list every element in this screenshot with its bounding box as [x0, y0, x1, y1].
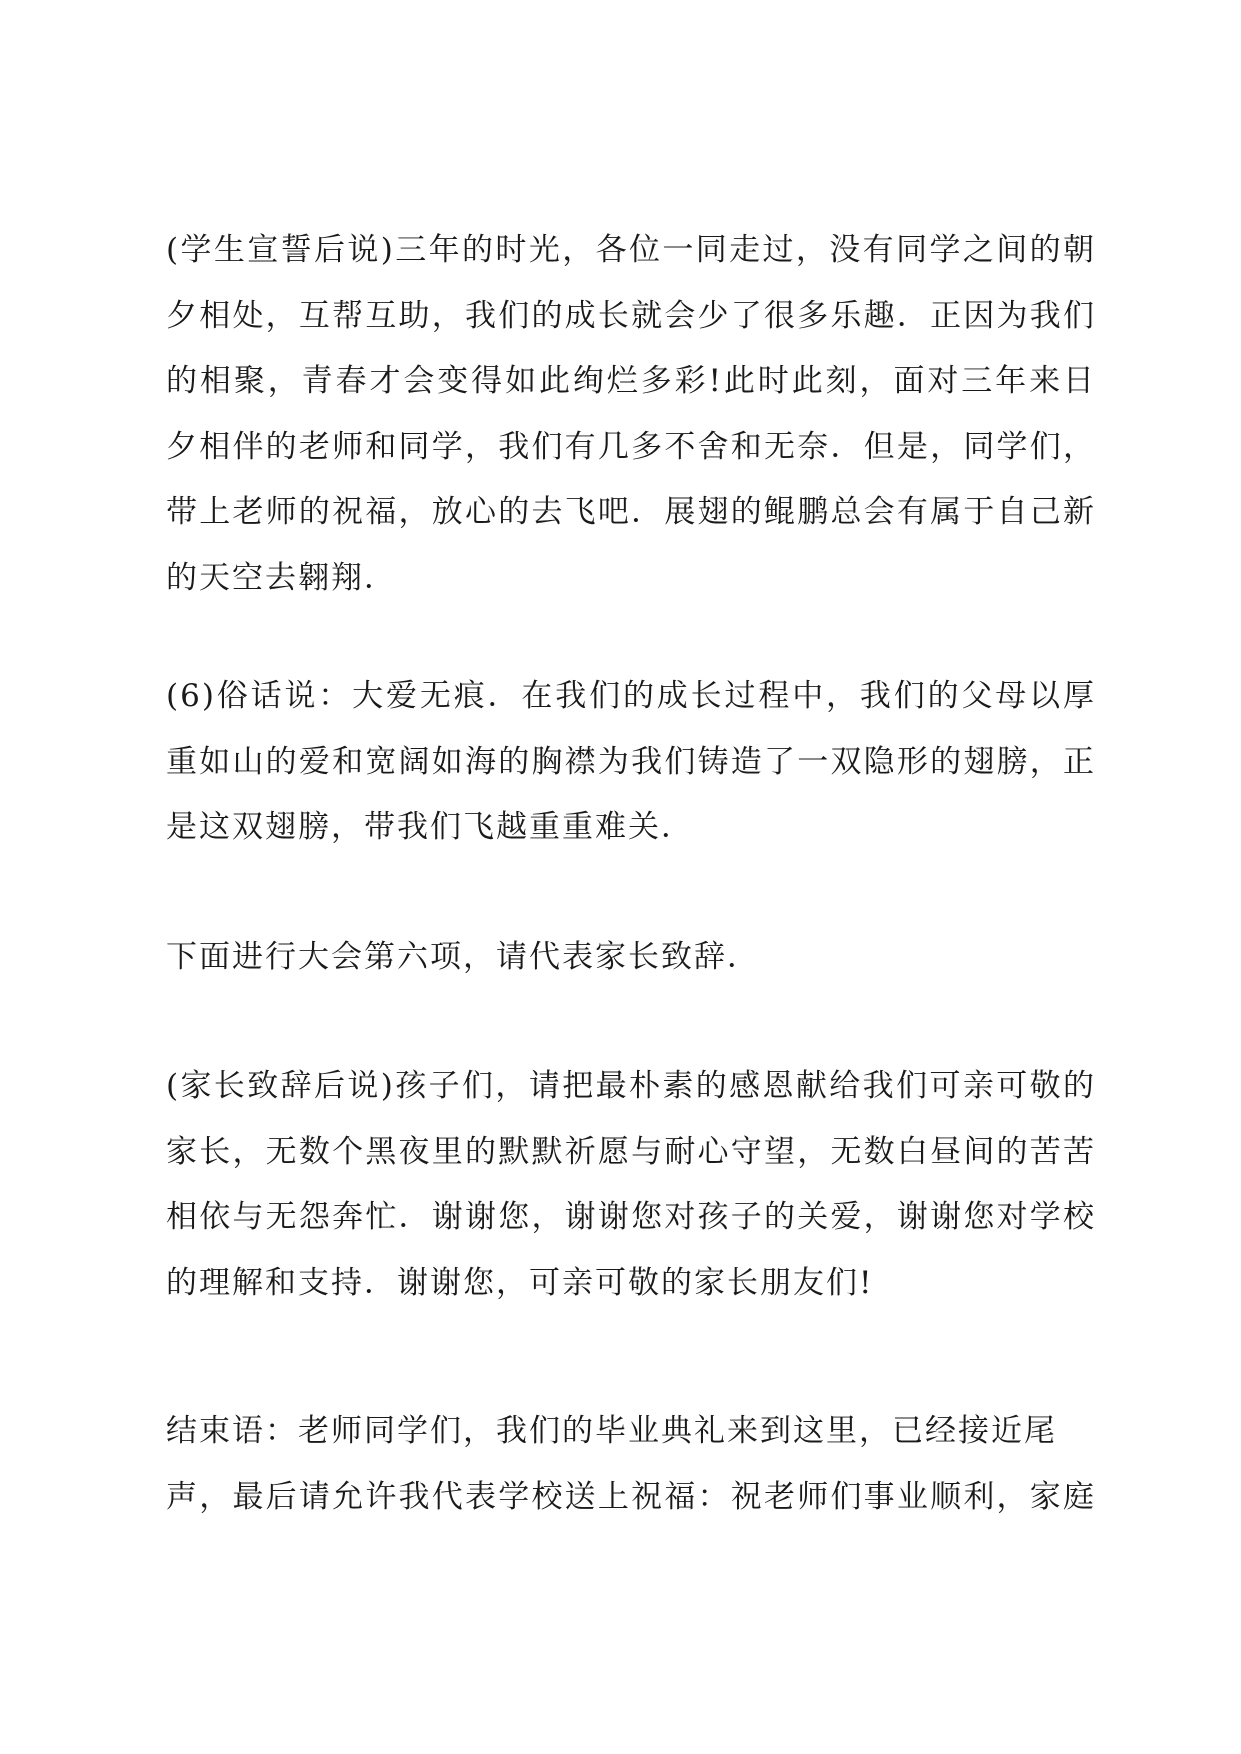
paragraph-closing-remarks [166, 1399, 1096, 1530]
paragraph-student-oath [166, 218, 1096, 611]
paragraph-proverb [166, 664, 1096, 861]
text-line: 下面进行大会第六项，请代表家长致辞． [166, 939, 760, 975]
text-line: (家长致辞后说)孩子们，请把最朴素的感恩献给我们可亲可敬的 [166, 1068, 1096, 1104]
text-line: 带上老师的祝福，放心的去飞吧．展翅的鲲鹏总会有属于自己新 [166, 494, 1096, 530]
text-line: 家长，无数个黑夜里的默默祈愿与耐心守望，无数白昼间的苦苦 [166, 1133, 1096, 1170]
text-line: 夕相处，互帮互助，我们的成长就会少了很多乐趣．正因为我们 [166, 297, 1096, 334]
paragraph-parent-speech [166, 1054, 1096, 1316]
text-line: (6)俗话说：大爱无痕．在我们的成长过程中，我们的父母以厚 [166, 678, 1096, 714]
text-line: 夕相伴的老师和同学，我们有几多不舍和无奈．但是，同学们， [166, 428, 1096, 465]
text-line: (学生宣誓后说)三年的时光，各位一同走过，没有同学之间的朝 [166, 232, 1096, 268]
paragraph-agenda-item [166, 925, 1096, 991]
text-line: 是这双翅膀，带我们飞越重重难关． [166, 809, 694, 845]
text-line: 的天空去翱翔． [166, 559, 397, 596]
text-line: 声，最后请允许我代表学校送上祝福：祝老师们事业顺利，家庭 [166, 1478, 1096, 1515]
text-line: 结束语：老师同学们，我们的毕业典礼来到这里，已经接近尾 [166, 1413, 1057, 1449]
text-line: 的理解和支持．谢谢您，可亲可敬的家长朋友们! [166, 1264, 874, 1301]
text-line: 相依与无怨奔忙．谢谢您，谢谢您对孩子的关爱，谢谢您对学校 [166, 1199, 1096, 1235]
text-line: 重如山的爱和宽阔如海的胸襟为我们铸造了一双隐形的翅膀，正 [166, 743, 1096, 780]
text-line: 的相聚，青春才会变得如此绚烂多彩!此时此刻，面对三年来日 [166, 363, 1096, 399]
